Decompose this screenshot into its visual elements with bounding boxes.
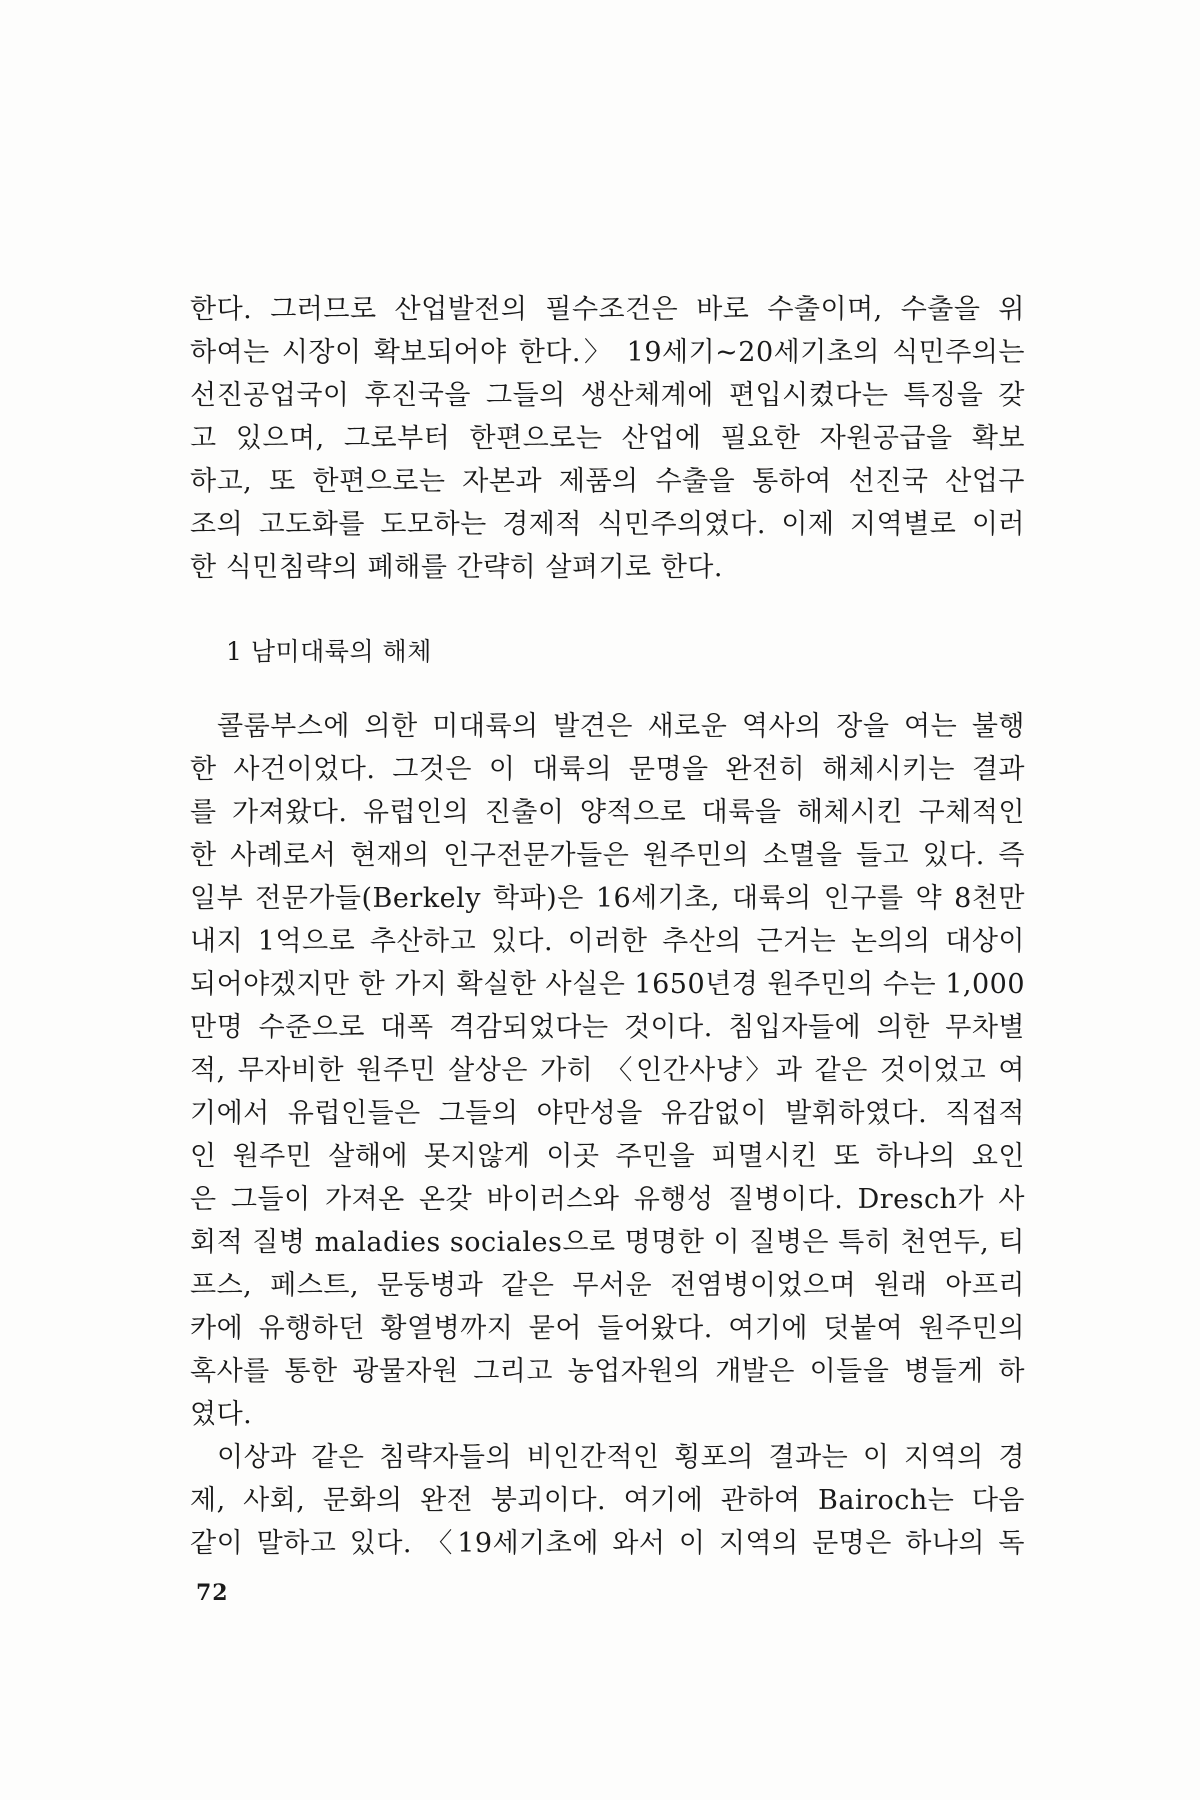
text-line: 였다. bbox=[190, 1399, 253, 1430]
text-line: 프스, 페스트, 문둥병과 같은 무서운 전염병이었으며 원래 아프리 bbox=[190, 1270, 1025, 1301]
text-line: 선진공업국이 후진국을 그들의 생산체계에 편입시켰다는 특징을 갖 bbox=[190, 380, 1025, 411]
text-line: 은 그들이 가져온 온갖 바이러스와 유행성 질병이다. Dresch가 사 bbox=[190, 1184, 1025, 1215]
page-number: 72 bbox=[196, 1580, 229, 1606]
text-line: 콜룸부스에 의한 미대륙의 발견은 새로운 역사의 장을 여는 불행 bbox=[217, 711, 1025, 742]
text-line: 같이 말하고 있다. 〈19세기초에 와서 이 지역의 문명은 하나의 독 bbox=[190, 1528, 1025, 1559]
section-heading: 1 남미대륙의 해체 bbox=[226, 637, 432, 666]
text-line: 한 식민침략의 폐해를 간략히 살펴기로 한다. bbox=[190, 552, 723, 583]
text-line: 되어야겠지만 한 가지 확실한 사실은 1650년경 원주민의 수는 1,000 bbox=[190, 969, 1025, 1000]
text-line: 카에 유행하던 황열병까지 묻어 들어왔다. 여기에 덧붙여 원주민의 bbox=[190, 1313, 1025, 1344]
text-line: 조의 고도화를 도모하는 경제적 식민주의였다. 이제 지역별로 이러 bbox=[190, 509, 1025, 540]
text-line: 한 사례로서 현재의 인구전문가들은 원주민의 소멸을 들고 있다. 즉 bbox=[190, 840, 1025, 871]
text-line: 혹사를 통한 광물자원 그리고 농업자원의 개발은 이들을 병들게 하 bbox=[190, 1356, 1025, 1387]
text-line: 내지 1억으로 추산하고 있다. 이러한 추산의 근거는 논의의 대상이 bbox=[190, 926, 1025, 957]
text-line: 이상과 같은 침략자들의 비인간적인 횡포의 결과는 이 지역의 경 bbox=[217, 1442, 1025, 1473]
paragraph-body bbox=[190, 705, 1025, 1565]
text-line: 하여는 시장이 확보되어야 한다.〉 19세기~20세기초의 식민주의는 bbox=[190, 337, 1025, 368]
text-line: 하고, 또 한편으로는 자본과 제품의 수출을 통하여 선진국 산업구 bbox=[190, 466, 1025, 497]
paragraph-intro bbox=[190, 288, 1025, 589]
text-line: 기에서 유럽인들은 그들의 야만성을 유감없이 발휘하였다. 직접적 bbox=[190, 1098, 1025, 1129]
text-line: 회적 질병 maladies sociales으로 명명한 이 질병은 특히 천연두, 티 bbox=[190, 1227, 1025, 1258]
text-line: 한다. 그러므로 산업발전의 필수조건은 바로 수출이며, 수출을 위 bbox=[190, 294, 1025, 325]
text-line: 인 원주민 살해에 못지않게 이곳 주민을 피멸시킨 또 하나의 요인 bbox=[190, 1141, 1025, 1172]
text-line: 제, 사회, 문화의 완전 붕괴이다. 여기에 관하여 Bairoch는 다음 bbox=[190, 1485, 1025, 1516]
text-line: 한 사건이었다. 그것은 이 대륙의 문명을 완전히 해체시키는 결과 bbox=[190, 754, 1025, 785]
text-line: 적, 무자비한 원주민 살상은 가히 〈인간사냥〉과 같은 것이었고 여 bbox=[190, 1055, 1025, 1086]
text-line: 고 있으며, 그로부터 한편으로는 산업에 필요한 자원공급을 확보 bbox=[190, 423, 1025, 454]
text-line: 를 가져왔다. 유럽인의 진출이 양적으로 대륙을 해체시킨 구체적인 bbox=[190, 797, 1025, 828]
text-line: 만명 수준으로 대폭 격감되었다는 것이다. 침입자들에 의한 무차별 bbox=[190, 1012, 1025, 1043]
text-line: 일부 전문가들(Berkely 학파)은 16세기초, 대륙의 인구를 약 8천만 bbox=[190, 883, 1025, 914]
